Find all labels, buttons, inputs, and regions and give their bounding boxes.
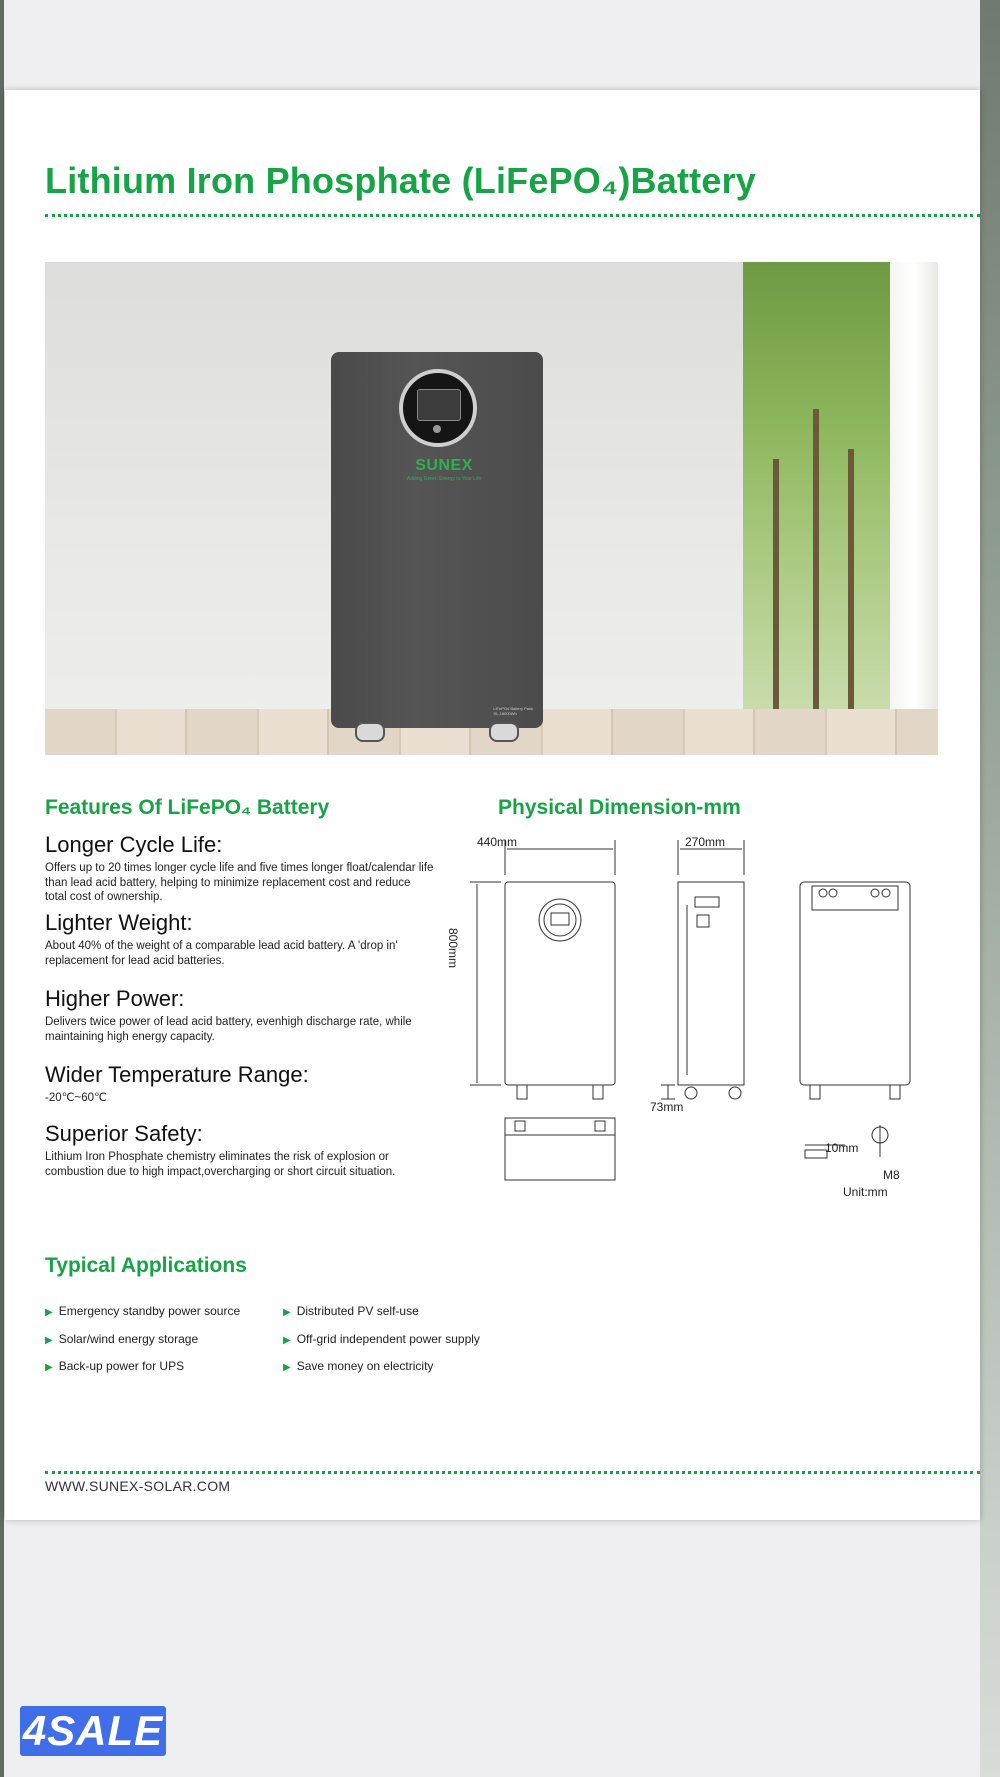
dimensions-title: Physical Dimension-mm bbox=[498, 796, 741, 819]
left-edge bbox=[0, 0, 4, 1777]
caster-wheel bbox=[355, 722, 385, 742]
dimension-bolt-label: M8 bbox=[883, 1168, 900, 1182]
plate-line-2: SL-16000Wh bbox=[493, 711, 517, 716]
arrow-icon: ▶ bbox=[283, 1362, 291, 1373]
brand-name: SUNEX bbox=[415, 457, 473, 474]
applications-title: Typical Applications bbox=[45, 1254, 247, 1277]
arrow-icon: ▶ bbox=[45, 1335, 53, 1346]
right-edge bbox=[980, 0, 1000, 1777]
product-photo bbox=[45, 262, 938, 755]
dimension-wheel-label: 73mm bbox=[650, 1100, 684, 1114]
application-item: ▶ Solar/wind energy storage bbox=[45, 1332, 199, 1346]
dimension-depth-label: 270mm bbox=[685, 835, 726, 849]
application-item: ▶ Back-up power for UPS bbox=[45, 1359, 185, 1373]
document-sheet bbox=[5, 90, 980, 1520]
arrow-icon: ▶ bbox=[283, 1307, 291, 1318]
feature-text-cycle-life: Offers up to 20 times longer cycle life and five times longer float/calendar life than lead acid battery, helping to minimize replacement cost and reduce total cost of ownership. bbox=[45, 862, 434, 903]
power-button-icon bbox=[433, 425, 441, 433]
application-item: ▶ Distributed PV self-use bbox=[283, 1304, 419, 1318]
dimension-unit-label: Unit:mm bbox=[843, 1185, 888, 1199]
arrow-icon: ▶ bbox=[45, 1362, 53, 1373]
dimension-width-label: 440mm bbox=[477, 835, 518, 849]
top-dotted-divider bbox=[45, 214, 980, 217]
feature-heading-cycle-life: Longer Cycle Life: bbox=[45, 832, 223, 857]
plate-line-1: LiFePO4 Battery Pack bbox=[493, 706, 533, 711]
feature-text-weight: About 40% of the weight of a comparable lead acid battery. A 'drop in' replacement for lead acid batteries. bbox=[45, 940, 398, 967]
caster-wheel bbox=[489, 722, 519, 742]
application-item: ▶ Emergency standby power source bbox=[45, 1304, 241, 1318]
dimension-terminal-gap-label: 10mm bbox=[825, 1141, 859, 1155]
brand-tagline: Adding Green Energy to Your Life bbox=[406, 476, 482, 482]
features-title: Features Of LiFePO₄ Battery bbox=[45, 796, 330, 819]
document-title: Lithium Iron Phosphate (LiFePO₄)Battery bbox=[45, 160, 756, 201]
feature-text-temperature: -20℃~60℃ bbox=[45, 1092, 107, 1104]
window-with-trees bbox=[743, 262, 938, 709]
bottom-dotted-divider bbox=[45, 1471, 980, 1474]
label-plate bbox=[493, 706, 533, 716]
feature-heading-safety: Superior Safety: bbox=[45, 1121, 203, 1146]
lcd-screen bbox=[417, 389, 461, 421]
arrow-icon: ▶ bbox=[45, 1307, 53, 1318]
arrow-icon: ▶ bbox=[283, 1335, 291, 1346]
curtain bbox=[890, 262, 938, 709]
dimension-height-label: 800mm bbox=[446, 928, 460, 969]
battery-cabinet bbox=[331, 352, 543, 728]
4sale-watermark-badge: 4SALE bbox=[20, 1706, 166, 1756]
brand-logo bbox=[399, 457, 489, 482]
application-item: ▶ Save money on electricity bbox=[283, 1359, 434, 1373]
feature-text-safety: Lithium Iron Phosphate chemistry eliminates the risk of explosion or combustion due to high impact,overcharging or short circuit situation. bbox=[45, 1151, 396, 1178]
feature-heading-weight: Lighter Weight: bbox=[45, 910, 193, 935]
feature-heading-power: Higher Power: bbox=[45, 986, 185, 1011]
website-url: WWW.SUNEX-SOLAR.COM bbox=[45, 1478, 231, 1494]
application-item: ▶ Off-grid independent power supply bbox=[283, 1332, 480, 1346]
feature-text-power: Delivers twice power of lead acid battery, evenhigh discharge rate, while maintaining high energy capacity. bbox=[45, 1016, 412, 1043]
display-ring bbox=[399, 369, 477, 447]
dimension-drawing bbox=[465, 835, 945, 1205]
feature-heading-temperature: Wider Temperature Range: bbox=[45, 1062, 309, 1087]
